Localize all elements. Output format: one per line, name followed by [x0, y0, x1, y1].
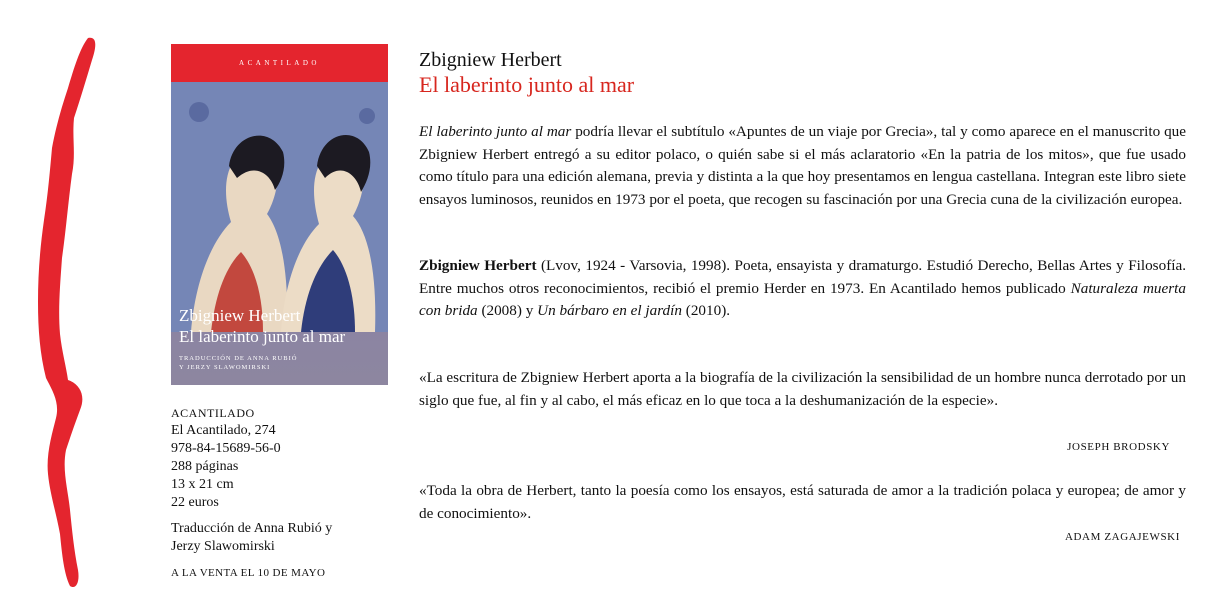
meta-translation-line: Jerzy Slawomirski — [171, 539, 275, 554]
meta-collection: El Acantilado, 274 — [171, 423, 276, 438]
author-bio — [419, 255, 1186, 323]
quote-author: ADAM ZAGAJEWSKI — [1064, 531, 1180, 543]
book-cover — [171, 44, 388, 385]
description-title-italic: El laberinto junto al mar — [419, 123, 572, 140]
cover-title: El laberinto junto al mar — [179, 327, 346, 346]
book-title: El laberinto junto al mar — [419, 72, 635, 97]
bio-book-2: Un bárbaro en el jardín — [537, 302, 682, 320]
meta-translation-line: Traducción de Anna Rubió y — [171, 521, 333, 536]
cover-fresco-image — [171, 82, 388, 332]
meta-isbn: 978-84-15689-56-0 — [171, 441, 281, 456]
meta-gap — [171, 512, 332, 520]
on-sale-date: A LA VENTA EL 10 DE MAYO — [171, 567, 326, 579]
book-author: Zbigniew Herbert — [419, 49, 562, 71]
meta-size: 13 x 21 cm — [171, 477, 234, 492]
diver-silhouette-logo — [22, 34, 112, 594]
cover-author: Zbigniew Herbert — [179, 306, 301, 325]
bio-book-1: Naturaleza muerta con brida — [419, 279, 1186, 320]
cover-translation-line: TRADUCCIÓN DE ANNA RUBIÓ — [179, 355, 298, 362]
bio-name: Zbigniew Herbert — [419, 257, 537, 274]
meta-price: 22 euros — [171, 495, 219, 510]
meta-pages: 288 páginas — [171, 459, 239, 474]
quote-author: JOSEPH BRODSKY — [1067, 441, 1170, 453]
book-description — [419, 121, 1186, 211]
bio-text-c: (2010). — [681, 302, 731, 320]
bio-text-a: (Lvov, 1924 - Varsovia, 1998). Poeta, ensayista y dramaturgo. Estudió Derecho, Bellas Artes y Filosofía. Entre muchos otros reconocimientos, recibió el premio Herder en 1973. En Acantilado hemos publicado — [419, 257, 1187, 297]
book-metadata — [171, 404, 332, 582]
book-header — [419, 48, 1186, 98]
quote-text: «Toda la obra de Herbert, tanto la poesía como los ensayos, está saturada de amor a la tradición polaca y europea; de amor y de conocimiento». — [419, 482, 1186, 522]
cover-band — [171, 44, 388, 82]
bio-text-b: (2008) y — [477, 302, 538, 320]
description-text: podría llevar el subtítulo «Apuntes de un viaje por Grecia», tal y como aparece en el manuscrito que Zbigniew Herbert entregó a su editor polaco, o quién sabe si el más aclaratorio «En la patria de los mitos», que fue usado como título para una edición alemana, previa y distinta a la que hoy presentamos en lengua castellana. Integran este libro siete ensayos luminosos, reunidos en 1973 por el poeta, que recogen su fascinación por una Grecia cuna de la civilización europea. — [419, 123, 1187, 208]
cover-translation-line: Y JERZY SLAWOMIRSKI — [179, 364, 271, 371]
quote-text: «La escritura de Zbigniew Herbert aporta a la biografía de la civilización la sensibilidad de un hombre nunca derrotado por un siglo que fue, al fin y al cabo, el más eficaz en lo que toca a la deshumanización de la especie». — [419, 369, 1186, 409]
meta-publisher: ACANTILADO — [171, 406, 255, 420]
cover-translation — [179, 354, 379, 372]
cover-publisher: ACANTILADO — [239, 59, 320, 67]
